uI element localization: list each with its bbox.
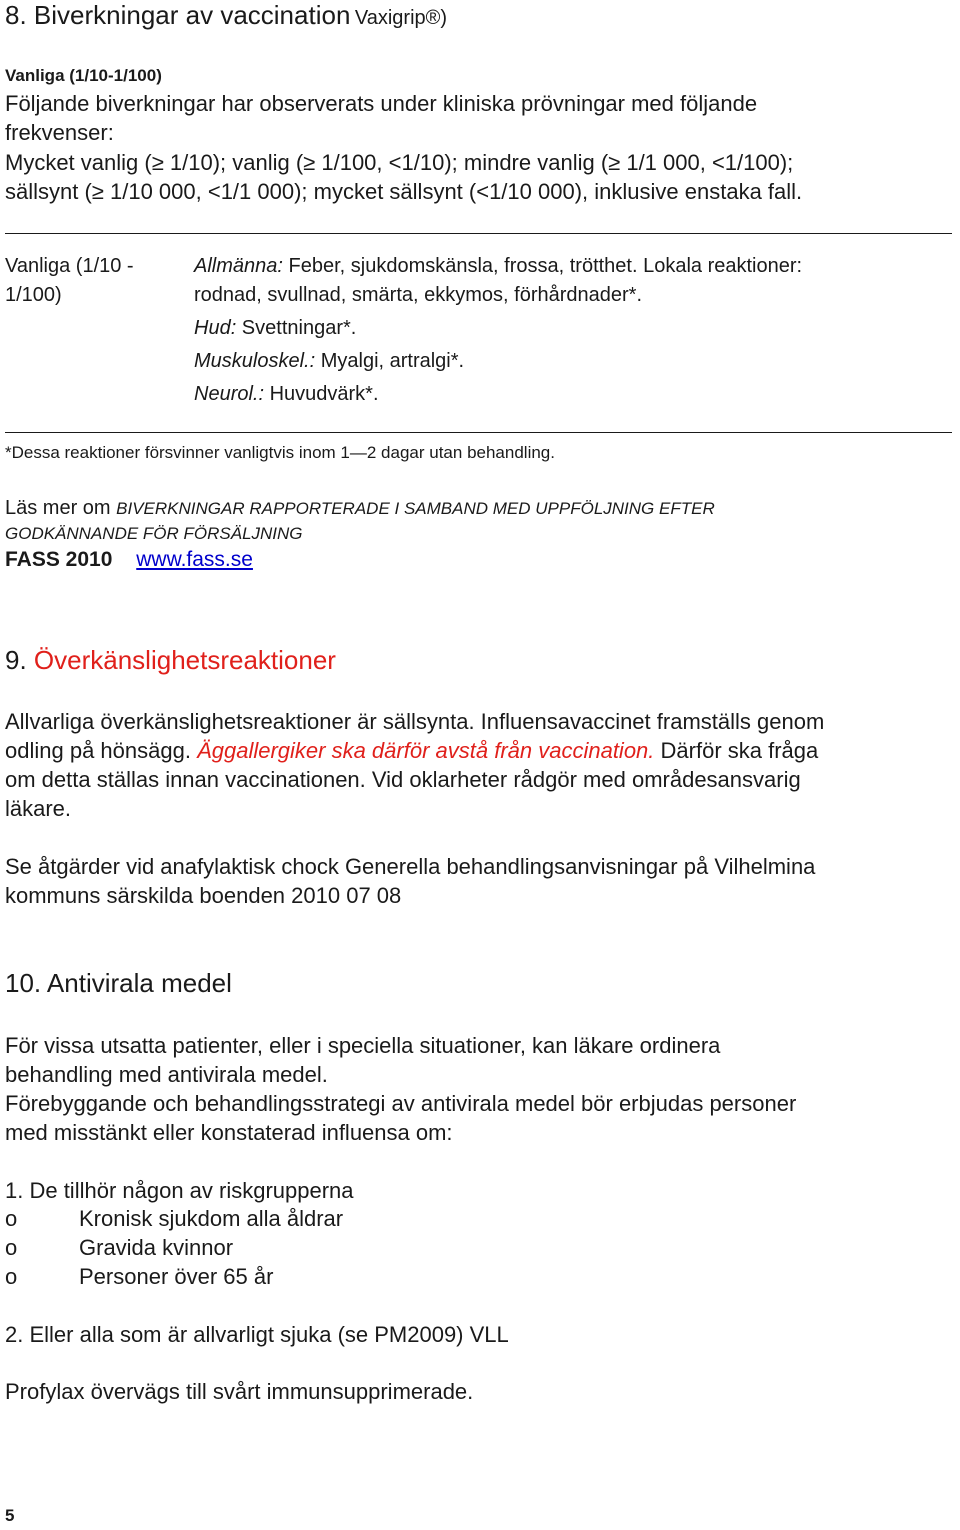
table-row-skin bbox=[194, 314, 356, 342]
intro-line-1: Följande biverkningar har observerats under kliniska prövningar med följande bbox=[5, 91, 758, 116]
s10-p1-line-1: För vissa utsatta patienter, eller i speciella situationer, kan läkare ordinera bbox=[5, 1033, 721, 1058]
row-label: Neurol.: bbox=[194, 383, 265, 405]
table-row-neuro bbox=[194, 380, 379, 408]
fass-label: FASS 2010 bbox=[5, 548, 113, 571]
bullet: o bbox=[5, 1264, 18, 1289]
table-top-rule bbox=[5, 233, 952, 234]
footnote: *Dessa reaktioner försvinner vanligtvis inom 1—2 dagar utan behandling. bbox=[5, 443, 555, 462]
list-title: 1. De tillhör någon av riskgrupperna bbox=[5, 1178, 354, 1203]
section-9-num: 9. bbox=[5, 645, 34, 675]
section-9-heading bbox=[5, 645, 336, 676]
table-bottom-rule bbox=[5, 432, 952, 433]
table-left-line-2: 1/100) bbox=[5, 284, 62, 306]
table-row-musculo bbox=[194, 347, 464, 375]
heading-main: 8. Biverkningar av vaccination bbox=[5, 0, 351, 30]
s9-p1-line-3: om detta ställas innan vaccinationen. Vid oklarheter rådgör med områdesansvarig bbox=[5, 767, 801, 792]
fass-link[interactable]: www.fass.se bbox=[136, 548, 253, 571]
bullet: o bbox=[5, 1235, 18, 1260]
bullet: o bbox=[5, 1206, 18, 1231]
list-item-2: 2. Eller alla som är allvarligt sjuka (se PM2009) VLL bbox=[5, 1322, 509, 1347]
s9-p1-line-4: läkare. bbox=[5, 796, 72, 821]
row-text: Feber, sjukdomskänsla, frossa, trötthet. Lokala reaktioner: bbox=[282, 255, 803, 277]
section-9-title: Överkänslighetsreaktioner bbox=[33, 645, 336, 675]
heading-sub: Vaxigrip®) bbox=[354, 7, 448, 29]
freq-line-2: sällsynt (≥ 1/10 000, <1/1 000); mycket sällsynt (<1/10 000), inklusive enstaka fall. bbox=[5, 179, 803, 204]
read-more-prefix: Läs mer om bbox=[5, 497, 117, 519]
list-item bbox=[5, 1204, 343, 1233]
list-item bbox=[5, 1233, 233, 1262]
row-text: Huvudvärk*. bbox=[264, 383, 379, 405]
read-more-title-2: GODKÄNNANDE FÖR FÖRSÄLJNING bbox=[5, 524, 303, 543]
s9-p2-line-1: Se åtgärder vid anafylaktisk chock Generella behandlingsanvisningar på Vilhelmina bbox=[5, 854, 816, 879]
section-8-heading bbox=[5, 0, 447, 31]
table-row-local: rodnad, svullnad, smärta, ekkymos, förhårdnader*. bbox=[194, 284, 642, 306]
table-row-general bbox=[194, 252, 802, 280]
s10-p1-line-4: med misstänkt eller konstaterad influensa om: bbox=[5, 1120, 453, 1145]
read-more-title-1: BIVERKNINGAR RAPPORTERADE I SAMBAND MED UPPFÖLJNING EFTER bbox=[116, 499, 715, 518]
s10-p1-line-2: behandling med antivirala medel. bbox=[5, 1062, 328, 1087]
intro-line-2: frekvenser: bbox=[5, 120, 114, 145]
item-text: Gravida kvinnor bbox=[79, 1235, 234, 1260]
s9-p1-line-1: Allvarliga överkänslighetsreaktioner är sällsynta. Influensavaccinet framställs genom bbox=[5, 709, 825, 734]
freq-title: Vanliga (1/10-1/100) bbox=[5, 66, 162, 85]
egg-allergy-warning: Äggallergiker ska därför avstå från vaccination. bbox=[197, 738, 655, 763]
fass-reference bbox=[5, 548, 253, 572]
list-item bbox=[5, 1262, 273, 1291]
row-label: Muskuloskel.: bbox=[194, 350, 316, 372]
text: odling på hönsägg. bbox=[5, 738, 198, 763]
read-more bbox=[5, 497, 715, 520]
text: Därför ska fråga bbox=[654, 738, 819, 763]
s9-p1-line-2 bbox=[5, 736, 818, 765]
row-label: Hud: bbox=[194, 317, 237, 339]
freq-line-1: Mycket vanlig (≥ 1/10); vanlig (≥ 1/100, <1/10); mindre vanlig (≥ 1/1 000, <1/100); bbox=[5, 150, 794, 175]
page-number: 5 bbox=[5, 1506, 15, 1525]
s10-p1-line-3: Förebyggande och behandlingsstrategi av antivirala medel bör erbjudas personer bbox=[5, 1091, 797, 1116]
s9-p2-line-2: kommuns särskilda boenden 2010 07 08 bbox=[5, 883, 402, 908]
item-text: Kronisk sjukdom alla åldrar bbox=[79, 1206, 344, 1231]
final-note: Profylax övervägs till svårt immunsupprimerade. bbox=[5, 1379, 474, 1404]
section-10-heading: 10. Antivirala medel bbox=[5, 968, 232, 998]
item-text: Personer över 65 år bbox=[79, 1264, 274, 1289]
table-left-line-1: Vanliga (1/10 - bbox=[5, 255, 134, 277]
row-text: Myalgi, artralgi*. bbox=[315, 350, 465, 372]
row-label: Allmänna: bbox=[194, 255, 283, 277]
row-text: Svettningar*. bbox=[236, 317, 357, 339]
